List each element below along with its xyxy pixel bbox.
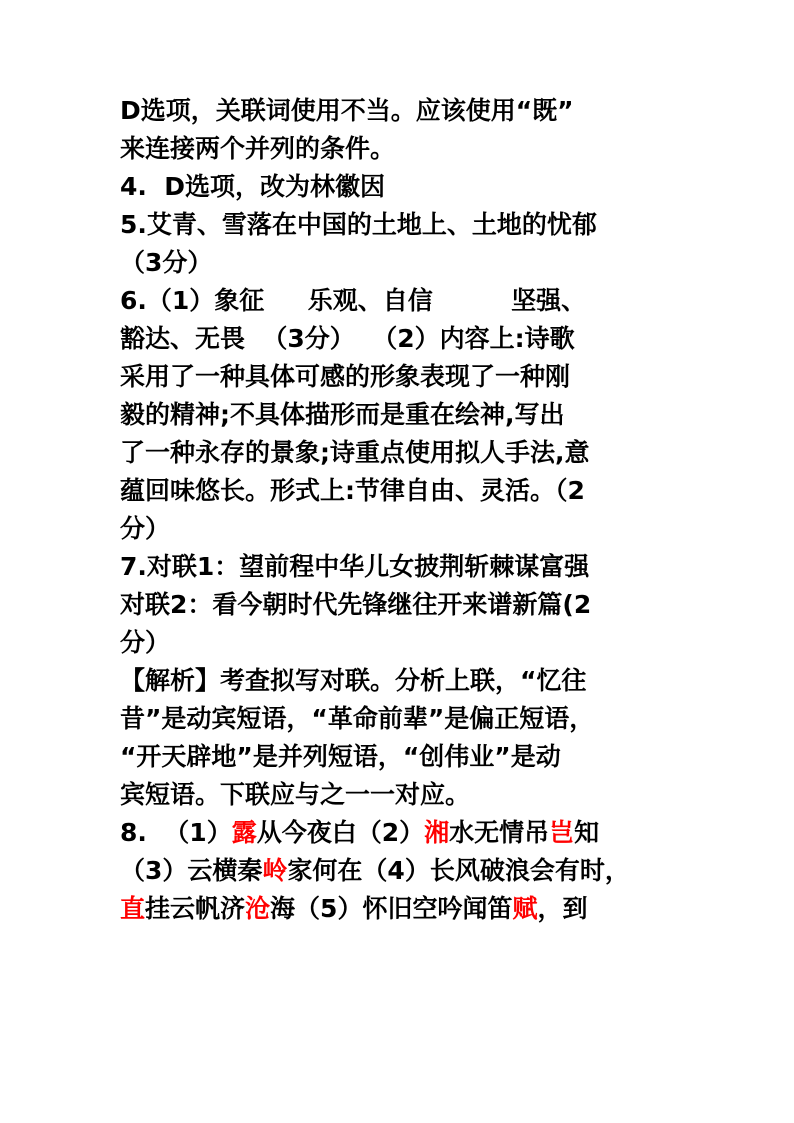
text-line: （3分） — [120, 248, 213, 277]
text-line: 分） — [120, 628, 171, 657]
text-line: 7.对联1：望前程中华儿女披荆斩棘谋富强 — [120, 552, 590, 581]
text-line: 6.（1）象征 乐观、自信 坚强、 — [120, 286, 587, 315]
highlighted-character: 露 — [231, 818, 257, 847]
text-line: 对联2：看今朝时代先锋继往开来谱新篇(2 — [120, 590, 592, 619]
text-line: 分） — [120, 514, 171, 543]
highlighted-character: 岭 — [262, 856, 288, 885]
text-segment: 从今夜白（2） — [256, 818, 425, 847]
text-line: 宾短语。下联应与之一一对应。 — [120, 780, 471, 809]
answer-text-block — [120, 92, 680, 928]
text-segment: 知 — [574, 818, 600, 847]
text-line: 5.艾青、雪落在中国的土地上、土地的忧郁 — [120, 210, 597, 239]
text-segment: 水无情吊 — [449, 818, 550, 847]
text-segment: 家何在（4）长风破浪会有时， — [287, 856, 630, 885]
text-line: D选项，关联词使用不当。应该使用“既” — [120, 96, 574, 125]
highlighted-character: 湘 — [424, 818, 450, 847]
text-segment: 挂云帆济 — [145, 894, 246, 923]
text-line: 采用了一种具体可感的形象表现了一种刚 — [120, 362, 571, 391]
text-segment: 海（5）怀旧空吟闻笛 — [270, 894, 513, 923]
text-line: 昔”是动宾短语，“革命前辈”是偏正短语， — [120, 704, 595, 733]
highlighted-character: 赋 — [512, 894, 538, 923]
text-segment: （3）云横秦 — [120, 856, 263, 885]
highlighted-character: 岂 — [549, 818, 575, 847]
highlighted-character: 沧 — [245, 894, 271, 923]
text-line: 豁达、无畏 （3分） （2）内容上:诗歌 — [120, 324, 575, 353]
text-segment: 8. （1） — [120, 818, 232, 847]
poem-answer-line-10 — [120, 890, 680, 928]
text-line: 毅的精神;不具体描形而是重在绘神,写出 — [120, 400, 565, 429]
text-line: 来连接两个并列的条件。 — [120, 134, 396, 163]
text-segment: ，到 — [537, 894, 588, 923]
poem-answer-line-9 — [120, 852, 680, 890]
poem-answer-line-8 — [120, 814, 680, 852]
text-line: “开天辟地”是并列短语，“创伟业”是动 — [120, 742, 561, 771]
text-line: 了一种永存的景象;诗重点使用拟人手法,意 — [120, 438, 590, 467]
text-line: 4. D选项，改为林徽因 — [120, 172, 386, 201]
text-line: 【解析】考查拟写对联。分析上联，“忆往 — [120, 666, 587, 695]
highlighted-character: 直 — [120, 894, 146, 923]
text-line: 蕴回味悠长。形式上:节律自由、灵活。（2 — [120, 476, 585, 505]
